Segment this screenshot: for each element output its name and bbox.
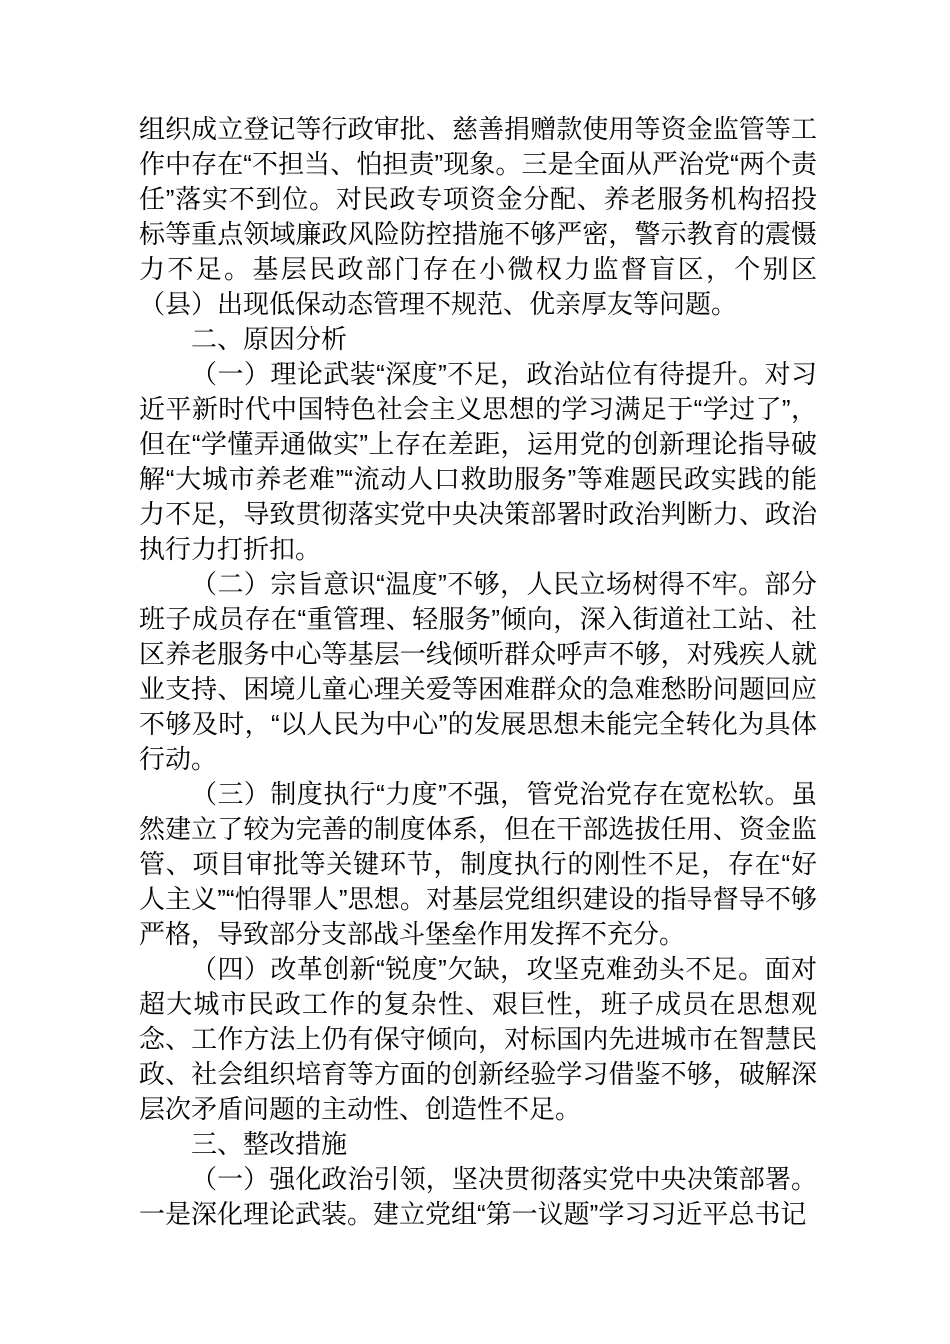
paragraph-cause-3-system: （三）制度执行“力度”不强，管党治党存在宽松软。虽然建立了较为完善的制度体系，但在干部选拔任用、资金监管、项目审批等关键环节，制度执行的刚性不足，存在“好人主义”“怕得罪人”思想。对基层党组织建设的指导督导不够严格，导致部分支部战斗堡垒作用发挥不充分。 [139, 779, 817, 949]
section-heading-rectification-measures: 三、整改措施 [191, 1129, 348, 1159]
paragraph-problems-continuation: 组织成立登记等行政审批、慈善捐赠款使用等资金监管等工作中存在“不担当、怕担责”现象。三是全面从严治党“两个责任”落实不到位。对民政专项资金分配、养老服务机构招投标等重点领域廉政风险防控措施不够严密，警示教育的震慑力不足。基层民政部门存在小微权力监督盲区，个别区（县）出现低保动态管理不规范、优亲厚友等问题。 [139, 114, 817, 319]
paragraph-measure-1-political-leadership: （一）强化政治引领，坚决贯彻落实党中央决策部署。一是深化理论武装。建立党组“第一议题”学习习近平总书记 [139, 1164, 817, 1229]
section-heading-cause-analysis: 二、原因分析 [191, 324, 348, 354]
paragraph-cause-2-purpose: （二）宗旨意识“温度”不够，人民立场树得不牢。部分班子成员存在“重管理、轻服务”倾向，深入街道社工站、社区养老服务中心等基层一线倾听群众呼声不够，对残疾人就业支持、困境儿童心理关爱等困难群众的急难愁盼问题回应不够及时，“以人民为中心”的发展思想未能完全转化为具体行动。 [139, 569, 817, 774]
paragraph-cause-4-innovation: （四）改革创新“锐度”欠缺，攻坚克难劲头不足。面对超大城市民政工作的复杂性、艰巨性，班子成员在思想观念、工作方法上仍有保守倾向，对标国内先进城市在智慧民政、社会组织培育等方面的创新经验学习借鉴不够，破解深层次矛盾问题的主动性、创造性不足。 [139, 954, 817, 1124]
paragraph-cause-1-theory: （一）理论武装“深度”不足，政治站位有待提升。对习近平新时代中国特色社会主义思想的学习满足于“学过了”，但在“学懂弄通做实”上存在差距，运用党的创新理论指导破解“大城市养老难”“流动人口救助服务”等难题民政实践的能力不足，导致贯彻落实党中央决策部署时政治判断力、政治执行力打折扣。 [139, 359, 817, 564]
document-text-block [139, 112, 817, 1232]
